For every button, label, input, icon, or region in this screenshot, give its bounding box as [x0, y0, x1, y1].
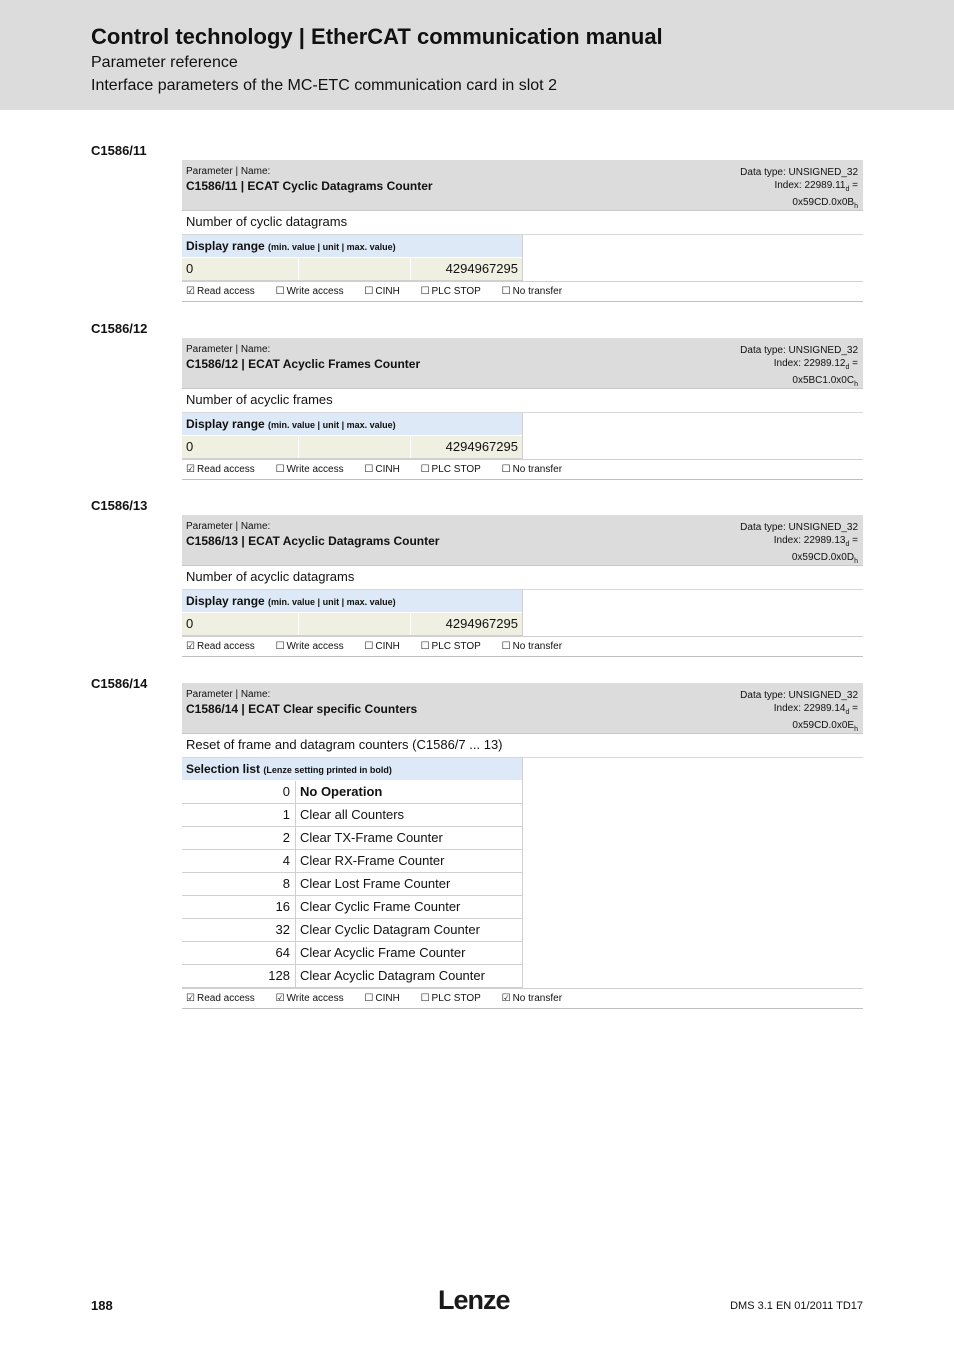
read-access-flag: ☑ Read access [186, 641, 255, 652]
param-description: Reset of frame and datagram counters (C1586/7 ... 13) [182, 734, 863, 758]
parameter-header [182, 515, 863, 566]
param-hex-index: $0x5BC1.0x0C_h$ [792, 375, 858, 388]
range-unit [299, 436, 412, 458]
data-type: Data type: UNSIGNED_32 [740, 690, 858, 701]
param-hex-index: $0x59CD.0x0D_h$ [791, 552, 858, 565]
selection-value: 4 [182, 850, 296, 872]
section-label: C1586/13 [91, 498, 148, 513]
cinh-flag: ☐ CINH [364, 993, 400, 1004]
manual-title: Control technology | EtherCAT communication manual [91, 24, 663, 49]
chapter-title: Parameter reference [91, 54, 238, 71]
parameter-block [182, 338, 863, 480]
section-label: C1586/12 [91, 321, 148, 336]
checkbox-icon: ☐ [501, 286, 511, 297]
selection-value: 16 [182, 896, 296, 918]
checkbox-icon: ☐ [364, 464, 374, 475]
plc-stop-flag: ☐ PLC STOP [420, 993, 481, 1004]
selection-text: Clear TX-Frame Counter [300, 830, 443, 845]
selection-list-title: Selection list (Lenze setting printed in bold) [182, 758, 522, 781]
selection-row [182, 781, 522, 804]
param-name: C1586/12 | ECAT Acyclic Frames Counter [186, 357, 421, 371]
lenze-logo: Lenze [438, 1285, 510, 1315]
param-meta [740, 344, 858, 391]
access-flags [182, 281, 863, 302]
selection-text: Clear Lost Frame Counter [300, 876, 451, 891]
selection-text: Clear Acyclic Datagram Counter [300, 968, 485, 983]
param-index: Index: $22989.14_d$ = [773, 703, 858, 716]
selection-row [182, 804, 522, 827]
range-unit [299, 258, 412, 280]
display-range-title: Display range (min. value | unit | max. value) [182, 413, 522, 436]
param-meta [740, 166, 858, 213]
range-min: 0 [182, 613, 299, 635]
write-access-flag: ☐ Write access [275, 641, 344, 652]
param-meta [740, 521, 858, 568]
param-name-label: Parameter | Name: [186, 689, 271, 700]
display-range-row [182, 613, 522, 636]
document-id: DMS 3.1 EN 01/2011 TD17 [730, 1300, 863, 1312]
range-max: 4294967295 [445, 261, 518, 276]
section-label: C1586/14 [91, 676, 148, 691]
read-access-flag: ☑ Read access [186, 464, 255, 475]
param-name: C1586/11 | ECAT Cyclic Datagrams Counter [186, 179, 433, 193]
checkbox-icon: ☐ [364, 641, 374, 652]
param-name-label: Parameter | Name: [186, 521, 271, 532]
selection-row [182, 896, 522, 919]
checkbox-icon: ☐ [275, 286, 285, 297]
param-index: Index: $22989.12_d$ = [773, 358, 858, 371]
range-unit [299, 613, 412, 635]
range-min: 0 [182, 436, 299, 458]
plc-stop-flag: ☐ PLC STOP [420, 286, 481, 297]
selection-row [182, 942, 522, 965]
checkbox-icon: ☑ [186, 286, 195, 297]
parameter-header [182, 338, 863, 389]
parameter-header [182, 160, 863, 211]
selection-value: 128 [182, 965, 296, 987]
section-label: C1586/11 [91, 143, 147, 158]
checkbox-icon: ☐ [364, 286, 374, 297]
selection-row [182, 827, 522, 850]
param-hex-index: $0x59CD.0x0B_h$ [792, 197, 858, 210]
checkbox-icon: ☐ [420, 286, 430, 297]
display-range-title: Display range (min. value | unit | max. value) [182, 590, 522, 613]
selection-text: Clear Cyclic Datagram Counter [300, 922, 480, 937]
param-description: Number of cyclic datagrams [182, 211, 863, 235]
range-max: 4294967295 [445, 439, 518, 454]
write-access-flag: ☐ Write access [275, 286, 344, 297]
param-hex-index: $0x59CD.0x0E_h$ [792, 720, 858, 733]
selection-value: 8 [182, 873, 296, 895]
parameter-block [182, 683, 863, 1009]
selection-text: Clear Cyclic Frame Counter [300, 899, 461, 914]
no-transfer-flag: ☐ No transfer [501, 641, 563, 652]
data-type: Data type: UNSIGNED_32 [740, 167, 858, 178]
write-access-flag: ☑ Write access [275, 993, 344, 1004]
data-type: Data type: UNSIGNED_32 [740, 345, 858, 356]
checkbox-icon: ☐ [420, 641, 430, 652]
selection-value: 64 [182, 942, 296, 964]
checkbox-icon: ☑ [186, 464, 195, 475]
param-index: Index: $22989.13_d$ = [773, 535, 858, 548]
checkbox-icon: ☐ [275, 641, 285, 652]
parameter-header [182, 683, 863, 734]
selection-value: 1 [182, 804, 296, 826]
checkbox-icon: ☑ [501, 993, 511, 1004]
parameter-block [182, 515, 863, 657]
data-type: Data type: UNSIGNED_32 [740, 522, 858, 533]
display-range-row [182, 258, 522, 281]
checkbox-icon: ☐ [420, 993, 430, 1004]
cinh-flag: ☐ CINH [364, 641, 400, 652]
selection-row [182, 919, 522, 942]
page-header [0, 0, 954, 110]
cinh-flag: ☐ CINH [364, 464, 400, 475]
checkbox-icon: ☐ [501, 464, 511, 475]
no-transfer-flag: ☐ No transfer [501, 464, 563, 475]
display-range-table [182, 413, 863, 459]
selection-text: No Operation [300, 784, 383, 799]
selection-value: 2 [182, 827, 296, 849]
selection-text: Clear RX-Frame Counter [300, 853, 445, 868]
selection-row [182, 850, 522, 873]
read-access-flag: ☑ Read access [186, 993, 255, 1004]
access-flags [182, 636, 863, 657]
display-range-table [182, 590, 863, 636]
write-access-flag: ☐ Write access [275, 464, 344, 475]
checkbox-icon: ☑ [186, 641, 195, 652]
selection-text: Clear Acyclic Frame Counter [300, 945, 466, 960]
access-flags [182, 459, 863, 480]
cinh-flag: ☐ CINH [364, 286, 400, 297]
display-range-title: Display range (min. value | unit | max. value) [182, 235, 522, 258]
checkbox-icon: ☑ [186, 993, 195, 1004]
page-number: 188 [91, 1298, 113, 1313]
section-title: Interface parameters of the MC-ETC communication card in slot 2 [91, 77, 557, 94]
selection-value: 32 [182, 919, 296, 941]
no-transfer-flag: ☐ No transfer [501, 286, 563, 297]
display-range-table [182, 235, 863, 281]
param-name: C1586/14 | ECAT Clear specific Counters [186, 702, 418, 716]
selection-list-table [182, 758, 863, 988]
param-description: Number of acyclic datagrams [182, 566, 863, 590]
range-min: 0 [182, 258, 299, 280]
selection-row [182, 873, 522, 896]
plc-stop-flag: ☐ PLC STOP [420, 641, 481, 652]
checkbox-icon: ☐ [275, 464, 285, 475]
param-description: Number of acyclic frames [182, 389, 863, 413]
parameter-block [182, 160, 863, 302]
plc-stop-flag: ☐ PLC STOP [420, 464, 481, 475]
no-transfer-flag: ☑ No transfer [501, 993, 563, 1004]
param-name-label: Parameter | Name: [186, 344, 271, 355]
checkbox-icon: ☐ [420, 464, 430, 475]
display-range-row [182, 436, 522, 459]
checkbox-icon: ☐ [501, 641, 511, 652]
read-access-flag: ☑ Read access [186, 286, 255, 297]
selection-text: Clear all Counters [300, 807, 405, 822]
access-flags [182, 988, 863, 1009]
selection-value: 0 [182, 781, 296, 803]
param-meta [740, 689, 858, 736]
param-name: C1586/13 | ECAT Acyclic Datagrams Counter [186, 534, 440, 548]
param-index: Index: $22989.11_d$ = [774, 180, 858, 193]
param-name-label: Parameter | Name: [186, 166, 271, 177]
checkbox-icon: ☐ [364, 993, 374, 1004]
selection-row [182, 965, 522, 988]
range-max: 4294967295 [445, 616, 518, 631]
checkbox-icon: ☑ [275, 993, 285, 1004]
